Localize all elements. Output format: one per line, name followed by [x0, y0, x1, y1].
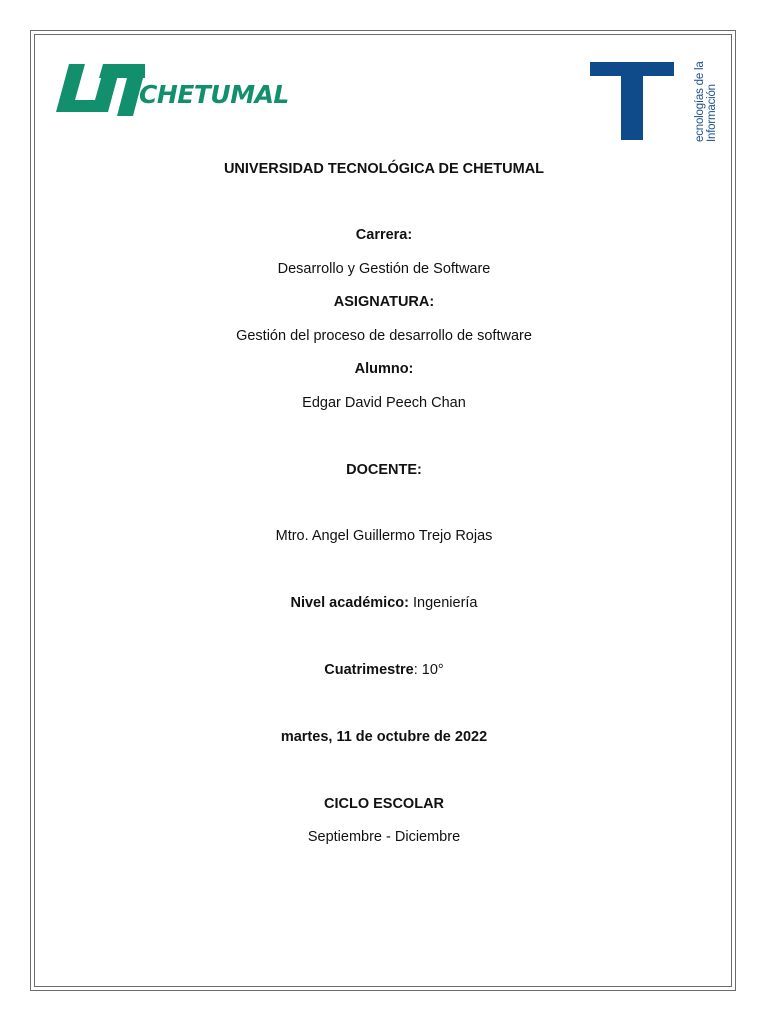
term-line: [0, 661, 768, 679]
term-value: : 10°: [413, 662, 444, 678]
ti-logo-text: [694, 61, 718, 142]
ti-logo: [588, 58, 720, 148]
subject-value: Gestión del proceso de desarrollo de software: [236, 328, 532, 344]
career-label: Carrera:: [355, 227, 413, 243]
term-label: Cuatrimestre: [324, 662, 414, 678]
date-line: martes, 11 de octubre de 2022: [280, 729, 488, 745]
university-title: UNIVERSIDAD TECNOLÓGICA DE CHETUMAL: [223, 161, 545, 177]
cycle-value: Septiembre - Diciembre: [307, 829, 461, 845]
ti-logo-mark: [588, 58, 688, 148]
teacher-value: Mtro. Angel Guillermo Trejo Rojas: [275, 528, 493, 544]
ti-logo-text-line2: Información: [706, 84, 718, 142]
teacher-label: DOCENTE:: [346, 462, 422, 478]
ut-logo-text: CHETUMAL: [139, 80, 289, 109]
level-value: Ingeniería: [408, 595, 478, 611]
student-label: Alumno:: [354, 361, 414, 377]
ut-chetumal-logo: [55, 62, 289, 122]
ti-logo-text-line1: ecnologías de la: [694, 61, 706, 142]
level-line: [0, 594, 768, 612]
career-value: Desarrollo y Gestión de Software: [277, 261, 491, 277]
cycle-label: CICLO ESCOLAR: [323, 796, 445, 812]
student-value: Edgar David Peech Chan: [302, 395, 466, 411]
subject-label: ASIGNATURA:: [333, 294, 435, 310]
level-label: Nivel académico:: [290, 595, 409, 611]
ut-logo-mark: [55, 62, 145, 122]
